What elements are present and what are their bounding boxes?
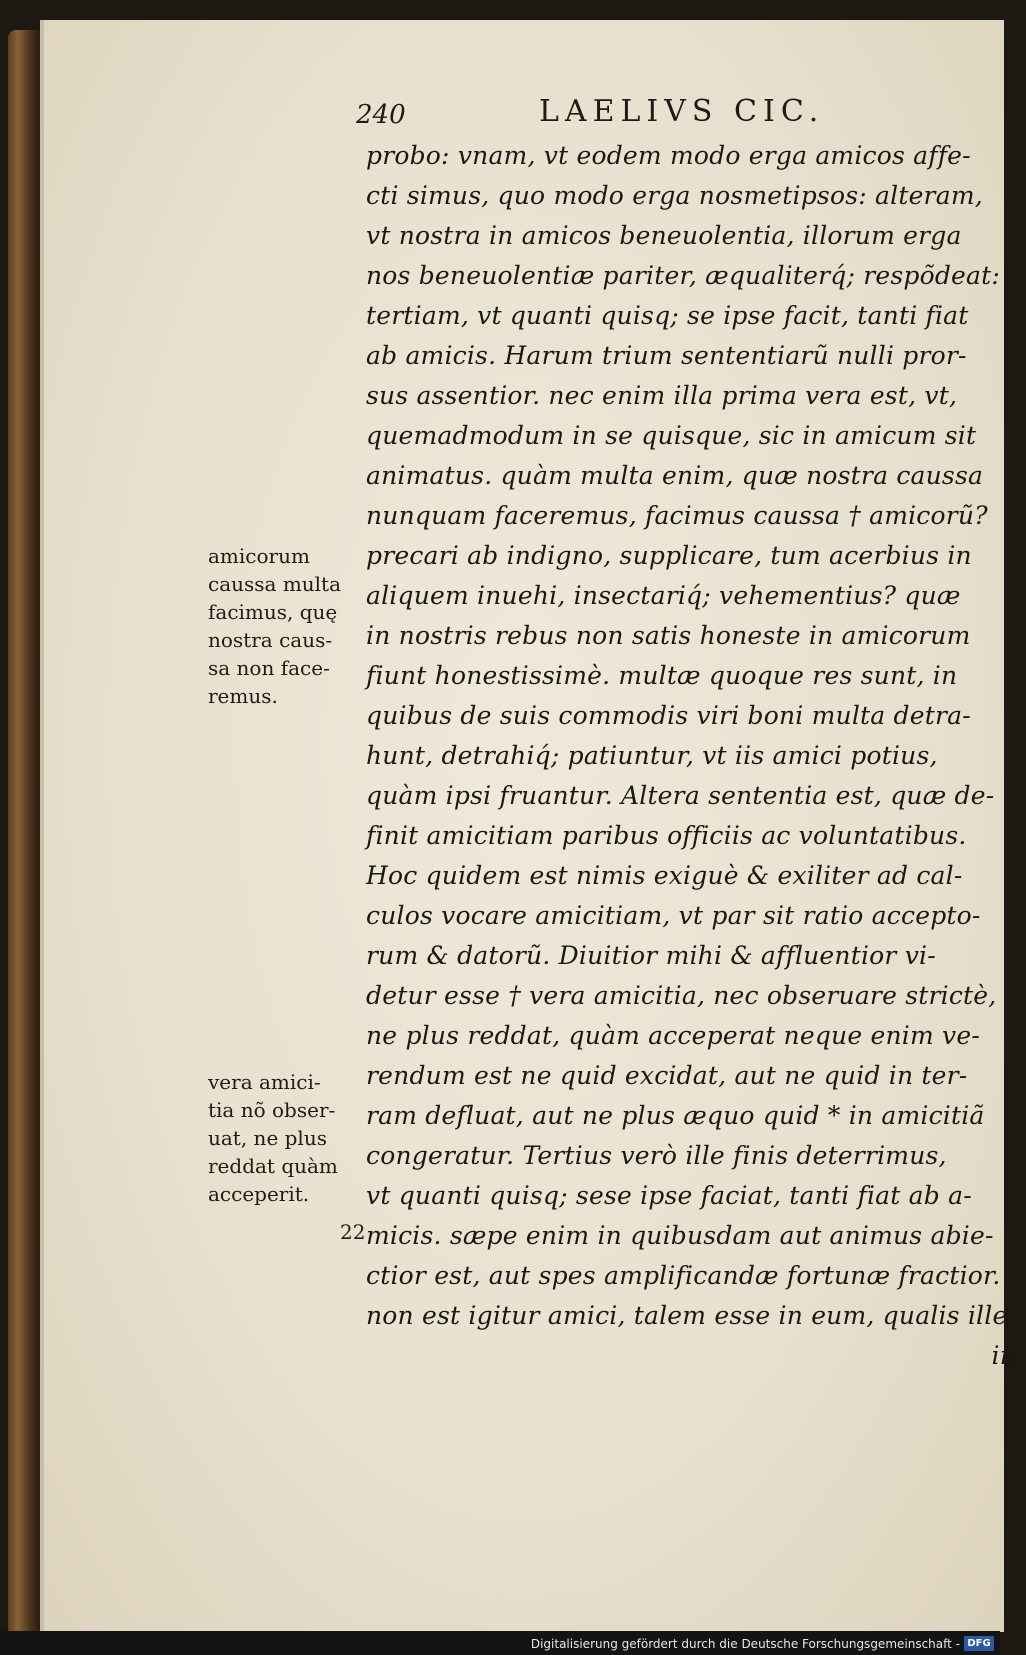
text-line: culos vocare amicitiam, vt par sit ratio accepto- [366,901,981,930]
side-note-line: vera amici- [208,1070,321,1094]
text-line: quemadmodum in se quisque, sic in amicum sit [366,421,977,450]
text-line: cti simus, quo modo erga nosmetipsos: alteram, [366,181,983,210]
text-line: ram defluat, aut ne plus æquo quid * in amicitiã [366,1101,985,1130]
text-line: in nostris rebus non satis honeste in amicorum [366,621,971,650]
text-line: non est igitur amici, talem esse in eum, qualis ille [366,1301,1008,1330]
text-line: rum & datorũ. Diuitior mihi & affluentior vi- [366,941,936,970]
text-line: Hoc quidem est nimis exiguè & exiliter ad cal- [366,861,963,890]
text-line: vt nostra in amicos beneuolentia, illorum erga [366,221,962,250]
dfg-logo-icon: DFG [964,1636,994,1651]
side-note-line: amicorum [208,544,310,568]
text-line: quàm ipsi fruantur. Altera sententia est, quæ de- [366,781,995,810]
side-note-line: facimus, quę [208,600,338,624]
text-line: sus assentior. nec enim illa prima vera est, vt, [366,381,958,410]
text-line: detur esse † vera amicitia, nec obseruare strictè, [366,981,997,1010]
text-line: probo: vnam, vt eodem modo erga amicos affe- [366,141,971,170]
side-note-line: caussa multa [208,572,342,596]
side-note-line: tia nõ obser- [208,1098,336,1122]
text-line: fiunt honestissimè. multæ quoque res sunt, in [366,661,958,690]
text-line: rendum est ne quid excidat, aut ne quid in ter- [366,1061,968,1090]
side-note-amicorum-caussa [208,542,341,710]
text-line: vt quanti quisq; sese ipse faciat, tanti fiat ab a- [366,1181,972,1210]
text-line: animatus. quàm multa enim, quæ nostra caussa [366,461,984,490]
side-note-line: nostra caus- [208,628,333,652]
side-note-line: acceperit. [208,1182,310,1206]
side-note-line: remus. [208,684,278,708]
text-line catchword: in [991,1341,1016,1370]
footer-bar [0,1631,1000,1655]
text-line: quibus de suis commodis viri boni multa detra- [366,701,971,730]
text-line: tertiam, vt quanti quisq; se ipse facit, tanti fiat [366,301,969,330]
text-line: precari ab indigno, supplicare, tum acerbius in [366,541,972,570]
text-line: ab amicis. Harum trium sententiarũ nulli pror- [366,341,967,370]
side-note-line: reddat quàm [208,1154,338,1178]
running-head: LAELIVS CIC. [539,94,825,129]
side-note-line: sa non face- [208,656,330,680]
text-line: nos beneuolentiæ pariter, æqualiterq́; respõdeat: [366,261,1001,290]
text-line: nunquam faceremus, facimus caussa † amicorũ? [366,501,988,530]
text-line: congeratur. Tertius verò ille finis deterrimus, [366,1141,947,1170]
text-line: finit amicitiam paribus officiis ac voluntatibus. [366,821,967,850]
text-line: ne plus reddat, quàm acceperat neque enim ve- [366,1021,980,1050]
main-text-block [366,136,1026,1376]
side-note-vera-amicitia [208,1068,338,1208]
line-number-marker: 22 [340,1220,366,1244]
page-number: 240 [356,100,406,130]
text-line: micis. sæpe enim in quibusdam aut animus abie- [366,1221,994,1250]
text-line: hunt, detrahiq́; patiuntur, vt iis amici potius, [366,741,938,770]
side-note-line: uat, ne plus [208,1126,327,1150]
footer-credit: Digitalisierung gefördert durch die Deutsche Forschungsgemeinschaft - [530,1637,960,1651]
text-line: aliquem inuehi, insectariq́; vehementius? quæ [366,581,961,610]
text-line: ctior est, aut spes amplificandæ fortunæ fractior. [366,1261,1001,1290]
book-page [40,20,1016,1632]
